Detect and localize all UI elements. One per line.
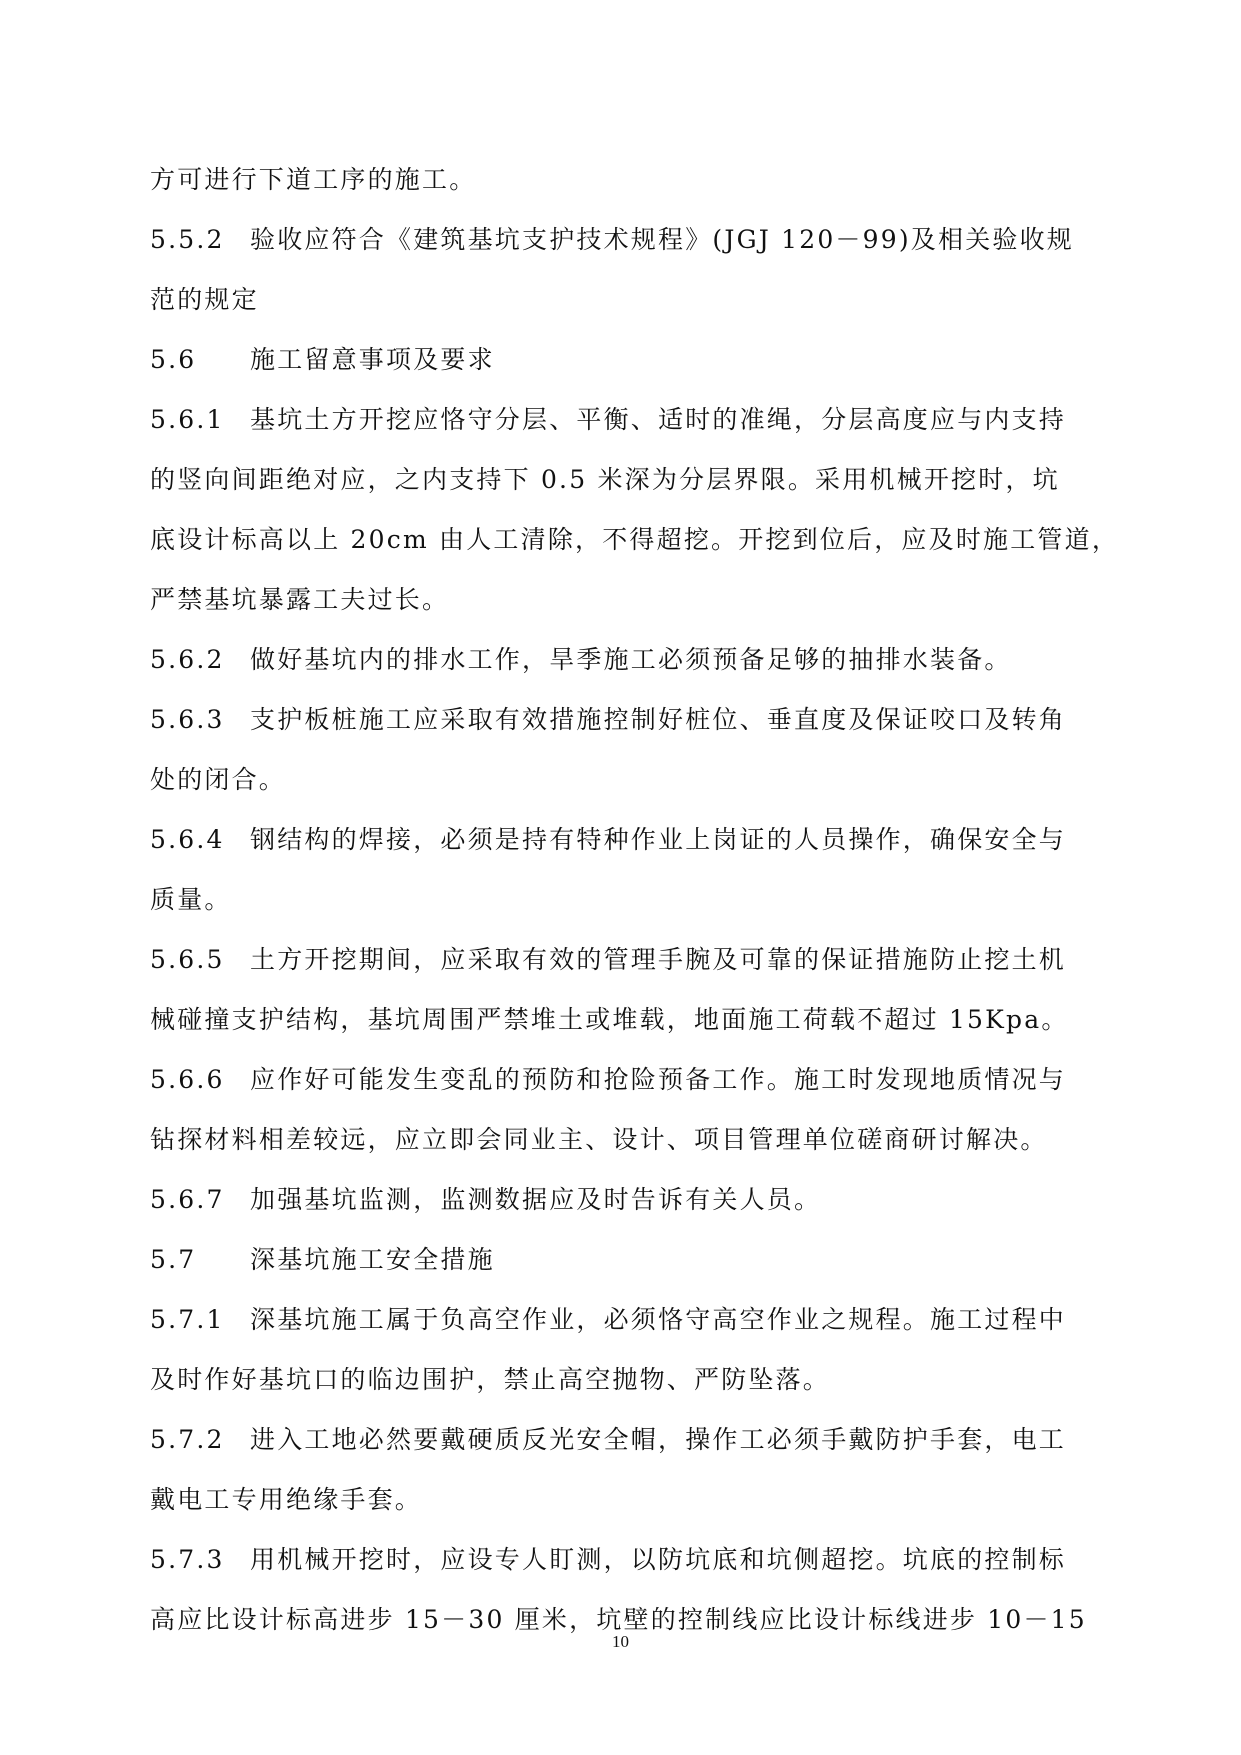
clause-line (150, 1423, 1120, 1457)
text: 范的规定 (150, 285, 259, 314)
section-number: 5.6 (150, 345, 197, 374)
clause-line (150, 943, 1120, 977)
text: 严禁基坑暴露工夫过长。 (150, 585, 450, 614)
clause-number: 5.7.2 (150, 1425, 225, 1454)
text: 钻探材料相差较远，应立即会同业主、设计、项目管理单位磋商研讨解决。 (150, 1125, 1048, 1154)
text: 的竖向间距绝对应，之内支持下 0.5 米深为分层界限。采用机械开挖时，坑 (150, 465, 1060, 494)
text: 质量。 (150, 885, 232, 914)
clause-line (150, 403, 1120, 437)
text: 及时作好基坑口的临边围护，禁止高空抛物、严防坠落。 (150, 1365, 831, 1394)
section-heading (150, 343, 1120, 377)
text: 高应比设计标高进步 15－30 厘米，坑壁的控制线应比设计标线进步 10－15 (150, 1605, 1087, 1634)
clause-number: 5.5.2 (150, 225, 225, 254)
text: 验收应符合《建筑基坑支护技术规程》(JGJ 120－99)及相关验收规 (250, 225, 1074, 254)
clause-line (150, 643, 1120, 677)
text: 深基坑施工属于负高空作业，必须恪守高空作业之规程。施工过程中 (250, 1305, 1067, 1334)
text-line (150, 463, 1120, 497)
clause-number: 5.7.1 (150, 1305, 225, 1334)
clause-number: 5.6.1 (150, 405, 225, 434)
text: 做好基坑内的排水工作，旱季施工必须预备足够的抽排水装备。 (250, 645, 1012, 674)
text-line (150, 1363, 1120, 1397)
text: 方可进行下道工序的施工。 (150, 165, 477, 194)
clause-line (150, 1303, 1120, 1337)
text-line (150, 1123, 1120, 1157)
page-number: 10 (612, 1632, 629, 1651)
clause-number: 5.7.3 (150, 1545, 225, 1574)
section-number: 5.7 (150, 1245, 197, 1274)
text-line (150, 163, 1120, 197)
clause-number: 5.6.5 (150, 945, 225, 974)
clause-number: 5.6.6 (150, 1065, 225, 1094)
clause-number: 5.6.2 (150, 645, 225, 674)
text: 进入工地必然要戴硬质反光安全帽，操作工必须手戴防护手套，电工 (250, 1425, 1067, 1454)
text-line (150, 763, 1120, 797)
clause-number: 5.6.3 (150, 705, 225, 734)
text: 基坑土方开挖应恪守分层、平衡、适时的准绳，分层高度应与内支持 (250, 405, 1067, 434)
text: 底设计标高以上 20cm 由人工清除，不得超挖。开挖到位后，应及时施工管道， (150, 525, 1120, 554)
clause-number: 5.6.7 (150, 1185, 225, 1214)
text: 处的闭合。 (150, 765, 287, 794)
clause-line (150, 1183, 1120, 1217)
section-title: 深基坑施工安全措施 (250, 1245, 495, 1274)
text: 用机械开挖时，应设专人盯测，以防坑底和坑侧超挖。坑底的控制标 (250, 1545, 1067, 1574)
text: 戴电工专用绝缘手套。 (150, 1485, 423, 1514)
text: 应作好可能发生变乱的预防和抢险预备工作。施工时发现地质情况与 (250, 1065, 1067, 1094)
text-line (150, 1003, 1120, 1037)
text: 支护板桩施工应采取有效措施控制好桩位、垂直度及保证咬口及转角 (250, 705, 1067, 734)
section-title: 施工留意事项及要求 (250, 345, 495, 374)
section-heading (150, 1243, 1120, 1277)
text: 土方开挖期间，应采取有效的管理手腕及可靠的保证措施防止挖土机 (250, 945, 1067, 974)
text: 加强基坑监测，监测数据应及时告诉有关人员。 (250, 1185, 822, 1214)
clause-line (150, 223, 1120, 257)
text-line (150, 283, 1120, 317)
clause-number: 5.6.4 (150, 825, 225, 854)
text-line (150, 583, 1120, 617)
text: 械碰撞支护结构，基坑周围严禁堆土或堆载，地面施工荷载不超过 15Kpa。 (150, 1005, 1069, 1034)
clause-line (150, 703, 1120, 737)
text: 钢结构的焊接，必须是持有特种作业上岗证的人员操作，确保安全与 (250, 825, 1067, 854)
clause-line (150, 823, 1120, 857)
clause-line (150, 1063, 1120, 1097)
text-line (150, 1483, 1120, 1517)
text-line (150, 523, 1120, 557)
text-line (150, 883, 1120, 917)
clause-line (150, 1543, 1120, 1577)
